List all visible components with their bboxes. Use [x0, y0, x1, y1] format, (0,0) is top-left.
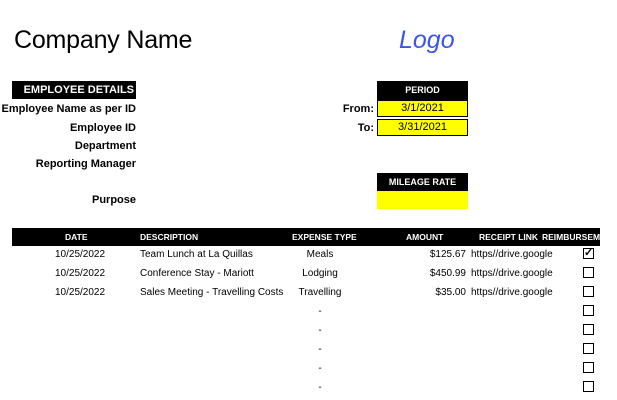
row-description-cell[interactable]: Conference Stay - Mariott [140, 268, 254, 279]
row-date-cell[interactable]: 10/25/2022 [55, 287, 106, 298]
row-date-cell[interactable]: 10/25/2022 [55, 249, 106, 260]
row-receipt-link-cell[interactable]: https//drive.google [471, 268, 553, 279]
table-row [0, 264, 600, 283]
employee-name-label: Employee Name as per ID [1, 103, 136, 115]
row-description-cell[interactable]: Sales Meeting - Travelling Costs [140, 287, 284, 298]
table-row [0, 283, 600, 302]
expense-table-header [12, 228, 617, 246]
period-header: PERIOD [377, 81, 468, 100]
reimbursement-checkbox[interactable] [583, 381, 594, 392]
reimbursement-checkbox[interactable] [583, 343, 594, 354]
reimbursement-checkbox[interactable] [583, 305, 594, 316]
row-expense-type-cell[interactable]: - [318, 382, 322, 393]
table-row [0, 245, 600, 264]
reimbursement-checkbox[interactable]: ✓ [584, 247, 594, 259]
row-amount-cell[interactable]: $450.99 [429, 268, 466, 279]
department-label: Department [74, 140, 136, 152]
table-row [0, 359, 600, 378]
column-header-description: DESCRIPTION [140, 232, 199, 242]
column-header-amount: AMOUNT [406, 232, 444, 242]
period-to-label: To: [357, 122, 374, 134]
mileage-rate-cell[interactable] [377, 191, 468, 209]
row-expense-type-cell[interactable]: Lodging [302, 268, 338, 279]
reimbursement-checkbox[interactable] [583, 362, 594, 373]
period-from-label: From: [342, 103, 374, 115]
row-receipt-link-cell[interactable]: https//drive.google [471, 249, 553, 260]
table-row [0, 340, 600, 359]
table-row [0, 321, 600, 340]
row-receipt-link-cell[interactable]: https//drive.google [471, 287, 553, 298]
row-expense-type-cell[interactable]: - [318, 325, 322, 336]
logo-placeholder: Logo [399, 26, 455, 54]
row-expense-type-cell[interactable]: - [318, 344, 322, 355]
reimbursement-checkbox[interactable] [583, 286, 594, 297]
company-name: Company Name [14, 26, 193, 54]
row-expense-type-cell[interactable]: Meals [306, 249, 334, 260]
row-amount-cell[interactable]: $125.67 [429, 249, 466, 260]
reimbursement-checkbox[interactable] [583, 324, 594, 335]
column-header-receipt-link: RECEIPT LINK [479, 232, 539, 242]
row-expense-type-cell[interactable]: Travelling [298, 287, 342, 298]
column-header-date: DATE [65, 232, 88, 242]
employee-id-label: Employee ID [69, 122, 136, 134]
column-header-expense-type: EXPENSE TYPE [292, 232, 357, 242]
row-expense-type-cell[interactable]: - [318, 363, 322, 374]
period-to-cell[interactable]: 3/31/2021 [377, 119, 468, 136]
table-row [0, 302, 600, 321]
column-header-reimbursement: REIMBURSEMENT [542, 232, 617, 242]
employee-details-header: EMPLOYEE DETAILS [12, 81, 136, 99]
reimbursement-checkbox[interactable] [583, 267, 594, 278]
row-date-cell[interactable]: 10/25/2022 [55, 268, 106, 279]
reporting-manager-label: Reporting Manager [35, 158, 136, 170]
period-from-cell[interactable]: 3/1/2021 [377, 100, 468, 117]
table-row [0, 378, 600, 397]
row-description-cell[interactable]: Team Lunch at La Quillas [140, 249, 253, 260]
row-amount-cell[interactable]: $35.00 [435, 287, 466, 298]
purpose-label: Purpose [91, 194, 136, 206]
row-expense-type-cell[interactable]: - [318, 306, 322, 317]
mileage-rate-header: MILEAGE RATE [377, 173, 468, 191]
